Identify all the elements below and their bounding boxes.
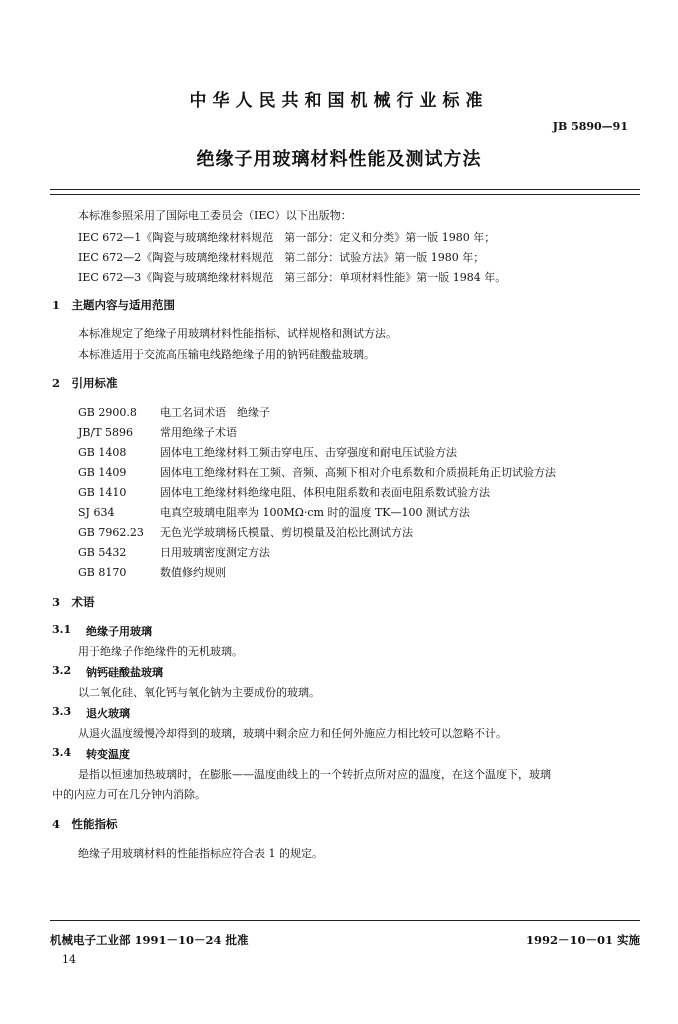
intro-ref: IEC 672—2《陶瓷与玻璃绝缘材料规范 第二部分：试验方法》第一版 1980 年；	[78, 251, 485, 264]
page-number: 14	[62, 953, 76, 966]
reference-code: SJ 634	[78, 506, 115, 519]
paragraph: 本标准适用于交流高压输电线路绝缘子用的钠钙硅酸盐玻璃。	[78, 348, 375, 361]
paragraph: 本标准规定了绝缘子用玻璃材料性能指标、试样规格和测试方法。	[78, 327, 397, 340]
term-number: 3.4	[52, 746, 72, 759]
term-definition: 以二氧化硅、氧化钙与氧化钠为主要成份的玻璃。	[78, 686, 320, 699]
reference-code: GB 2900.8	[78, 406, 137, 419]
standard-organization: 中华人民共和国机械行业标准	[189, 91, 489, 111]
reference-code: GB 1408	[78, 446, 127, 459]
reference-title: 固体电工绝缘材料工频击穿电压、击穿强度和耐电压试验方法	[160, 446, 457, 459]
term-name: 转变温度	[86, 748, 130, 761]
reference-row	[78, 544, 270, 560]
section-heading: 2 引用标准	[52, 376, 118, 390]
intro-ref: IEC 672—3《陶瓷与玻璃绝缘材料规范 第三部分：单项材料性能》第一版 1984 年。	[78, 271, 507, 284]
header-rule	[50, 189, 640, 190]
reference-title: 固体电工绝缘材料在工频、音频、高频下相对介电系数和介质损耗角正切试验方法	[160, 466, 556, 479]
reference-code: GB 1409	[78, 466, 127, 479]
term-definition: 是指以恒速加热玻璃时，在膨胀——温度曲线上的一个转折点所对应的温度，在这个温度下，玻璃	[78, 768, 551, 781]
term-name: 退火玻璃	[86, 707, 130, 720]
reference-code: GB 8170	[78, 566, 127, 579]
reference-title: 日用玻璃密度测定方法	[160, 546, 270, 559]
term-definition: 用于绝缘子作绝缘件的无机玻璃。	[78, 645, 243, 658]
term-name: 钠钙硅酸盐玻璃	[86, 666, 163, 679]
document-title: 绝缘子用玻璃材料性能及测试方法	[196, 149, 482, 170]
reference-code: GB 7962.23	[78, 526, 144, 539]
reference-title: 电工名词术语 绝缘子	[160, 406, 270, 419]
term-definition: 从退火温度缓慢冷却得到的玻璃，玻璃中剩余应力和任何外施应力相比较可以忽略不计。	[78, 727, 507, 740]
reference-row	[78, 404, 270, 420]
paragraph: 绝缘子用玻璃材料的性能指标应符合表 1 的规定。	[78, 847, 323, 860]
reference-row	[78, 444, 457, 460]
reference-title: 电真空玻璃电阻率为 100MΩ·cm 时的温度 TK—100 测试方法	[160, 506, 471, 519]
intro-lead: 本标准参照采用了国际电工委员会（IEC）以下出版物：	[78, 209, 352, 222]
section-heading: 3 术语	[52, 595, 95, 609]
reference-row	[78, 564, 226, 580]
reference-code: JB/T 5896	[78, 426, 134, 439]
term-name: 绝缘子用玻璃	[86, 625, 152, 638]
term-definition-continued: 中的内应力可在几分钟内消除。	[52, 788, 206, 801]
reference-title: 常用绝缘子术语	[160, 426, 237, 439]
reference-row	[78, 424, 237, 440]
standard-number: JB 5890—91	[552, 120, 628, 133]
reference-row	[78, 524, 413, 540]
reference-row	[78, 484, 490, 500]
reference-row	[78, 504, 470, 520]
footer-rule	[50, 920, 640, 921]
term-number: 3.1	[52, 623, 72, 636]
reference-code: GB 5432	[78, 546, 127, 559]
effective-date: 1992－10－01 实施	[525, 933, 640, 947]
term-number: 3.3	[52, 705, 72, 718]
section-heading: 1 主题内容与适用范围	[52, 298, 176, 312]
header-rule-second	[50, 194, 640, 195]
intro-ref: IEC 672—1《陶瓷与玻璃绝缘材料规范 第一部分：定义和分类》第一版 1980 年；	[78, 231, 496, 244]
reference-title: 无色光学玻璃杨氏模量、剪切模量及泊松比测试方法	[160, 526, 413, 539]
reference-title: 固体电工绝缘材料绝缘电阻、体积电阻系数和表面电阻系数试验方法	[160, 486, 490, 499]
approval-date: 机械电子工业部 1991－10－24 批准	[50, 933, 249, 947]
reference-title: 数值修约规则	[160, 566, 226, 579]
section-heading: 4 性能指标	[52, 817, 118, 831]
term-number: 3.2	[52, 664, 72, 677]
reference-code: GB 1410	[78, 486, 127, 499]
reference-row	[78, 464, 556, 480]
